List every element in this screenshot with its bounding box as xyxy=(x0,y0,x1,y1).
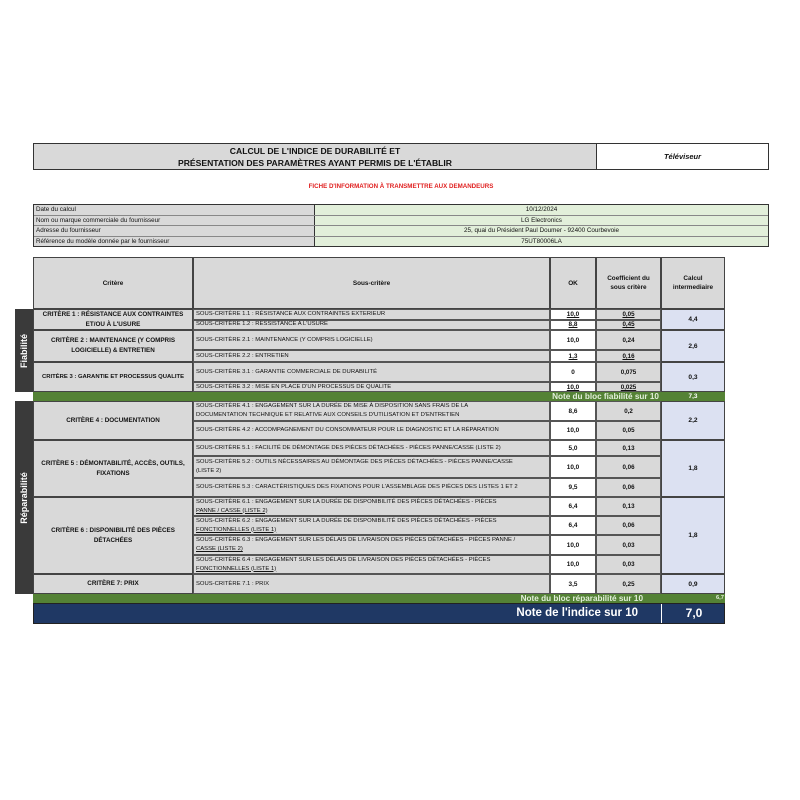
subcriterion-line: SOUS-CRITÈRE 2.2 : ENTRETIEN xyxy=(196,352,289,359)
supplier-info-table xyxy=(33,204,769,247)
subcriterion-line: SOUS-CRITÈRE 3.1 : GARANTIE COMMERCIALE DE DURABILITÉ xyxy=(196,368,378,375)
fiabilite-total-value: 7,3 xyxy=(688,393,698,400)
subcriterion-line-cont: FONCTIONNELLES (LISTE 1) xyxy=(196,565,277,572)
subcriterion-coefficient: 0,03 xyxy=(596,535,661,555)
header-coefficient xyxy=(596,257,661,309)
criterion-5 xyxy=(33,440,193,497)
calc-criterion-1: 4,4 xyxy=(661,309,725,330)
subcriterion-coefficient: 0,075 xyxy=(596,362,661,382)
subcriterion-line: SOUS-CRITÈRE 4.1 : ENGAGEMENT SUR LA DURÉE DE MISE À DISPOSITION SANS FRAIS DE LA xyxy=(196,403,469,410)
info-label: Nom ou marque commerciale du fournisseur xyxy=(34,216,315,226)
reparabilite-total-label: Note du bloc réparabilité sur 10 xyxy=(520,594,643,603)
subcriterion-label xyxy=(193,309,550,320)
subcriterion-ok-value: 5,0 xyxy=(550,440,596,456)
criterion-name-cont: DÉTACHÉES xyxy=(93,536,133,544)
header-calcul xyxy=(661,257,725,309)
subcriterion-label xyxy=(193,401,550,421)
criterion-name-cont: ET/OU À L'USURE xyxy=(85,320,141,328)
subcriterion-coefficient: 0,2 xyxy=(596,401,661,421)
subcriterion-label xyxy=(193,362,550,382)
calc-criterion-5: 1,8 xyxy=(661,440,725,497)
subcriterion-ok-value: 10,0 xyxy=(550,456,596,478)
subcriterion-line: SOUS-CRITÈRE 7.1 : PRIX xyxy=(196,580,269,587)
subcriterion-ok-value: 0 xyxy=(550,362,596,382)
subcriterion-line: SOUS-CRITÈRE 6.3 : ENGAGEMENT SUR LES DÉLAIS DE LIVRAISON DES PIÈCES DÉTACHÉES - PIÈCES PANNE / xyxy=(196,537,516,544)
subcriterion-ok-value: 6,4 xyxy=(550,497,596,516)
subcriterion-line: SOUS-CRITÈRE 4.2 : ACCOMPAGNEMENT DU CONSOMMATEUR POUR LE DIAGNOSTIC ET LA RÉPARATION xyxy=(196,427,499,434)
criterion-name: CRITÈRE 7: PRIX xyxy=(87,580,139,587)
fiche-subtitle: FICHE D'INFORMATION À TRANSMETTRE AUX DEMANDEURS xyxy=(308,183,494,190)
criterion-name: CRITÈRE 3 : GARANTIE ET PROCESSUS QUALITE xyxy=(41,374,185,380)
header-coef-line2: sous critère xyxy=(610,284,647,291)
subcriterion-label xyxy=(193,330,550,350)
subcriterion-ok-value: 10,0 xyxy=(550,382,596,392)
subcriterion-label xyxy=(193,555,550,574)
subcriterion-ok-value: 6,4 xyxy=(550,516,596,535)
criterion-3 xyxy=(33,362,193,392)
criterion-name: CRITÈRE 6 : DISPONIBILITÉ DES PIÈCES xyxy=(51,526,175,534)
document-title xyxy=(33,143,596,170)
info-value: 25, quai du Président Paul Doumer - 92400 Courbevoie xyxy=(315,226,768,236)
subcriterion-coefficient: 0,06 xyxy=(596,456,661,478)
subcriterion-line: SOUS-CRITÈRE 6.4 : ENGAGEMENT SUR LES DÉLAIS DE LIVRAISON DES PIÈCES DÉTACHÉES - PIÈCES xyxy=(196,556,491,563)
subcriterion-label xyxy=(193,456,550,478)
subcriterion-label xyxy=(193,516,550,535)
info-label: Adresse du fournisseur xyxy=(34,226,315,236)
subcriterion-label xyxy=(193,320,550,331)
indice-total-bar xyxy=(33,603,725,624)
subcriterion-label xyxy=(193,535,550,555)
subcriterion-ok-value: 10,0 xyxy=(550,555,596,574)
criterion-4 xyxy=(33,401,193,440)
subcriterion-coefficient: 0,13 xyxy=(596,440,661,456)
header-calc-line2: intermediaire xyxy=(672,284,714,291)
subcriterion-label xyxy=(193,574,550,594)
subcriterion-ok-value: 8,8 xyxy=(550,320,596,331)
fiabilite-total-bar xyxy=(33,392,725,401)
title-line-1: CALCUL DE L'INDICE DE DURABILITÉ ET xyxy=(229,146,401,156)
criterion-7 xyxy=(33,574,193,594)
info-row-date xyxy=(34,205,768,215)
subcriterion-line: SOUS-CRITÈRE 1.1 : RÉSISTANCE AUX CONTRAINTES EXTERIEUR xyxy=(196,310,386,317)
subcriterion-line: SOUS-CRITÈRE 6.2 : ENGAGEMENT SUR LA DURÉE DE DISPONIBILITÉ DES PIÈCES DÉTACHÉES - PIÈCES xyxy=(196,517,497,524)
indice-total-label: Note de l'indice sur 10 xyxy=(516,607,638,619)
info-row-supplier xyxy=(34,215,768,226)
subcriterion-label xyxy=(193,421,550,440)
indice-total-value: 7,0 xyxy=(685,606,703,620)
subcriterion-ok-value: 9,5 xyxy=(550,478,596,497)
criterion-name: CRITÈRE 5 : DÉMONTABILITÉ, ACCÈS, OUTILS, xyxy=(41,459,185,467)
subcriterion-coefficient: 0,24 xyxy=(596,330,661,350)
subcriterion-line-cont: DOCUMENTATION TECHNIQUE ET RELATIVE AUX CONSEILS D'UTILISATION ET D'ENTRETIEN xyxy=(196,412,460,418)
block-label-fiabilite: Fiabilité xyxy=(15,309,33,392)
criterion-name: CRITÈRE 2 : MAINTENANCE (Y COMPRIS xyxy=(50,337,176,344)
subcriterion-coefficient: 0,13 xyxy=(596,497,661,516)
subcriterion-coefficient: 0,025 xyxy=(596,382,661,392)
subcriterion-ok-value: 10,0 xyxy=(550,309,596,320)
indice-divider xyxy=(661,604,662,623)
subcriterion-ok-value: 3,5 xyxy=(550,574,596,594)
calc-criterion-6: 1,8 xyxy=(661,497,725,574)
calc-criterion-4: 2,2 xyxy=(661,401,725,440)
header-critere: Critère xyxy=(33,257,193,309)
subcriterion-label xyxy=(193,382,550,392)
subcriterion-coefficient: 0,16 xyxy=(596,350,661,362)
subcriterion-coefficient: 0,05 xyxy=(596,309,661,320)
subcriterion-coefficient: 0,06 xyxy=(596,478,661,497)
subcriterion-ok-value: 10,0 xyxy=(550,535,596,555)
header-calc-line1: Calcul xyxy=(683,275,703,282)
header-ok: OK xyxy=(550,257,596,309)
subcriterion-line-cont: PANNE / CASSE (LISTE 2) xyxy=(196,507,268,514)
subcriterion-ok-value: 10,0 xyxy=(550,421,596,440)
product-type: Téléviseur xyxy=(596,143,769,170)
subcriterion-coefficient: 0,05 xyxy=(596,421,661,440)
subcriterion-line: SOUS-CRITÈRE 2.1 : MAINTENANCE (Y COMPRIS LOGICIELLE) xyxy=(196,336,373,343)
subcriterion-label xyxy=(193,497,550,516)
subcriterion-line: SOUS-CRITÈRE 5.2 : OUTILS NÉCESSAIRES AU DÉMONTAGE DES PIÈCES DÉTACHÉES - PIÈCES PANNE/CASSE xyxy=(196,459,513,466)
subcriterion-coefficient: 0,03 xyxy=(596,555,661,574)
calc-criterion-3: 0,3 xyxy=(661,362,725,392)
subcriterion-line-cont: CASSE (LISTE 2) xyxy=(196,546,243,552)
subcriterion-line-cont: FONCTIONNELLES (LISTE 1) xyxy=(196,526,277,533)
header-sous-critere: Sous-critère xyxy=(193,257,550,309)
subcriterion-label xyxy=(193,478,550,497)
info-row-address xyxy=(34,225,768,236)
reparabilite-total-bar xyxy=(33,594,725,603)
criterion-1 xyxy=(33,309,193,330)
subcriterion-line-cont: (LISTE 2) xyxy=(196,468,222,474)
criterion-6 xyxy=(33,497,193,574)
subcriterion-label xyxy=(193,440,550,456)
subcriterion-ok-value: 8,6 xyxy=(550,401,596,421)
info-value: 75UT80006LA xyxy=(315,237,768,247)
reparabilite-total-value: 6,7 xyxy=(715,595,724,601)
header-coef-line1: Coefficient du xyxy=(607,275,650,282)
subcriterion-line: SOUS-CRITÈRE 5.3 : CARACTÉRISTIQUES DES FIXATIONS POUR L'ASSEMBLAGE DES PIÈCES DES LISTES 1 ET 2 xyxy=(196,484,518,491)
calc-criterion-2: 2,6 xyxy=(661,330,725,362)
criterion-name: CRITÈRE 4 : DOCUMENTATION xyxy=(66,416,160,424)
subcriterion-ok-value: 10,0 xyxy=(550,330,596,350)
info-label: Date du calcul xyxy=(34,205,315,215)
fiabilite-total-label: Note du bloc fiabilité sur 10 xyxy=(552,392,659,401)
title-line-2: PRÉSENTATION DES PARAMÈTRES AYANT PERMIS DE L'ÉTABLIR xyxy=(177,158,453,168)
subcriterion-line: SOUS-CRITÈRE 1.2 : RESSISTANCE A L'USURE xyxy=(196,321,328,328)
criterion-name-cont: FIXATIONS xyxy=(96,469,130,477)
info-value: 10/12/2024 xyxy=(315,205,768,215)
subcriterion-coefficient: 0,45 xyxy=(596,320,661,331)
criterion-name-cont: LOGICIELLE) & ENTRETIEN xyxy=(71,347,155,354)
block-label-reparabilite: Réparabilité xyxy=(15,401,33,594)
info-label: Référence du modèle donnée par le fournisseur xyxy=(34,237,315,247)
calc-criterion-7: 0,9 xyxy=(661,574,725,594)
criterion-name: CRITÈRE 1 : RÉSISTANCE AUX CONTRAINTES xyxy=(42,310,184,318)
criterion-2 xyxy=(33,330,193,362)
subcriterion-line: SOUS-CRITÈRE 6.1 : ENGAGEMENT SUR LA DURÉE DE DISPONIBILITÉ DES PIÈCES DÉTACHÉES - PIÈCES xyxy=(196,498,497,505)
subcriterion-coefficient: 0,06 xyxy=(596,516,661,535)
subcriterion-label xyxy=(193,350,550,362)
subcriterion-coefficient: 0,25 xyxy=(596,574,661,594)
subcriterion-ok-value: 1,3 xyxy=(550,350,596,362)
subcriterion-line: SOUS-CRITÈRE 5.1 : FACILITÉ DE DÉMONTAGE DES PIÈCES DÉTACHÉES - PIÈCES PANNE/CASSE (LISTE 2) xyxy=(196,444,501,451)
subcriterion-line: SOUS-CRITÈRE 3.2 : MISE EN PLACE D'UN PROCESSUS DE QUALITE xyxy=(196,383,392,390)
info-value: LG Electronics xyxy=(315,216,768,226)
info-row-model xyxy=(34,236,768,247)
